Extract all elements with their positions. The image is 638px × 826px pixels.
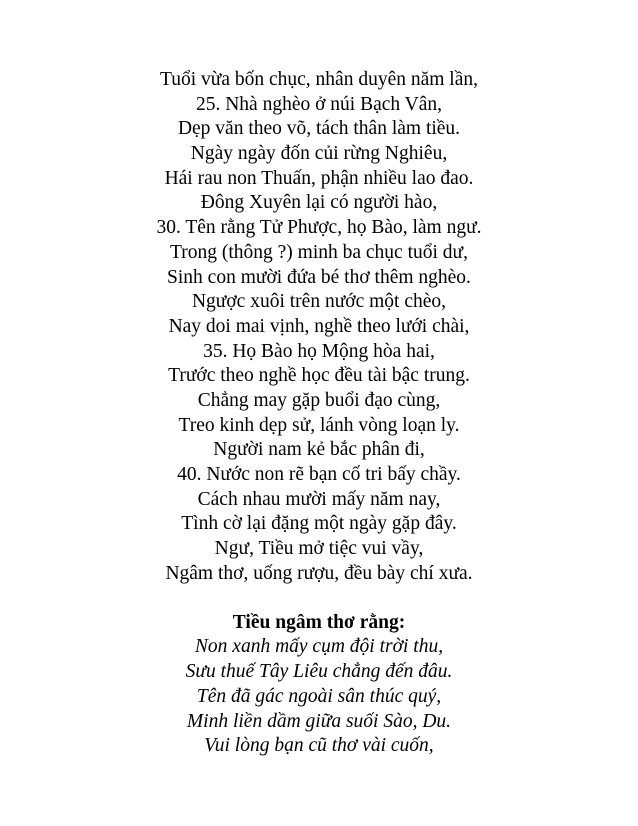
poem-line: Dẹp văn theo võ, tách thân làm tiều.: [177, 118, 461, 140]
poem-line: Nay doi mai vịnh, nghề theo lưới chài,: [168, 315, 470, 337]
poem-line: Ngược xuôi trên nước một chèo,: [191, 291, 447, 313]
poem-line: Trước theo nghề học đều tài bậc trung.: [168, 365, 470, 387]
verse-stanza: [0, 635, 638, 758]
verse-line: Vui lòng bạn cũ thơ vài cuốn,: [204, 735, 434, 757]
poem-line: Người nam kẻ bắc phân đi,: [213, 439, 425, 461]
poem-line: Ngư, Tiều mở tiệc vui vầy,: [214, 538, 424, 560]
stanza-gap: [0, 586, 638, 610]
poem-line: Sinh con mười đứa bé thơ thêm nghèo.: [167, 266, 471, 288]
section-heading: Tiều ngâm thơ rằng:: [232, 612, 406, 634]
verse-line: Non xanh mấy cụm đội trời thu,: [194, 636, 444, 658]
poem-line: Đông Xuyên lại có người hào,: [200, 192, 438, 214]
verse-line: Sưu thuế Tây Liêu chẳng đến đâu.: [185, 661, 453, 683]
poem-line: Cách nhau mười mấy năm nay,: [197, 488, 441, 510]
poem-line: Tuổi vừa bốn chục, nhân duyên năm lần,: [159, 69, 478, 90]
poem-line: Hái rau non Thuấn, phận nhiều lao đao.: [164, 167, 474, 189]
poem-line: Trong (thông ?) minh ba chục tuổi dư,: [170, 241, 468, 263]
poem-line: Ngày ngày đốn củi rừng Nghiêu,: [190, 143, 448, 165]
verse-line: Minh liền dầm giữa suối Sào, Du.: [186, 710, 452, 732]
poem-line: 25. Nhà nghèo ở núi Bạch Vân,: [195, 93, 443, 115]
poem-line: Chẳng may gặp buổi đạo cùng,: [197, 389, 441, 411]
poem-line: 40. Nước non rẽ bạn cố tri bấy chầy.: [177, 464, 461, 485]
narrative-stanza: [0, 68, 638, 586]
poem-line: Tình cờ lại đặng một ngày gặp đây.: [181, 513, 457, 535]
poem-body: [0, 68, 638, 759]
poem-line: 35. Họ Bào họ Mộng hòa hai,: [203, 340, 435, 362]
poem-line: 30. Tên rằng Tử Phược, họ Bào, làm ngư.: [156, 217, 482, 239]
verse-line: Tên đã gác ngoài sân thúc quý,: [196, 685, 442, 707]
poem-line: Ngâm thơ, uống rượu, đều bày chí xưa.: [165, 562, 473, 584]
poem-line: Treo kinh dẹp sử, lánh vòng loạn ly.: [178, 414, 460, 436]
